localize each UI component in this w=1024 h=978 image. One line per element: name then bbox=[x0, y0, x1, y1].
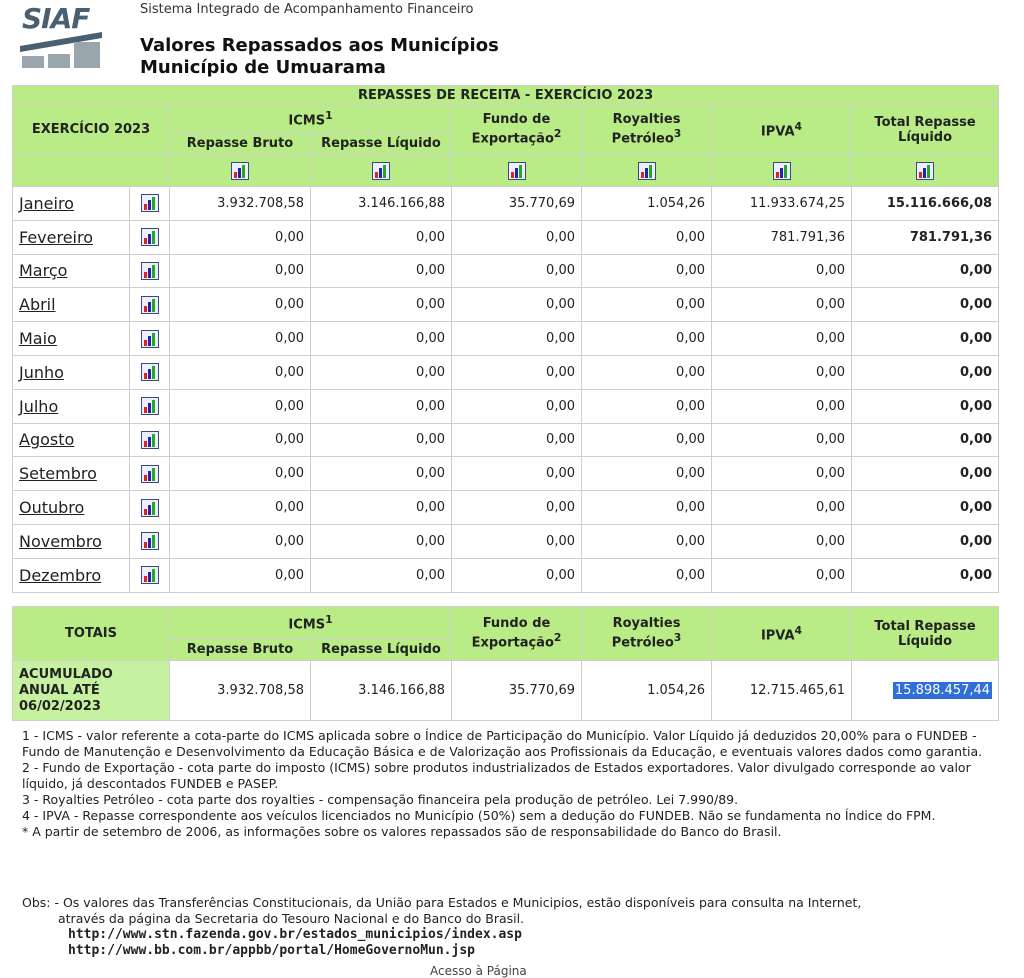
cell-total: 0,00 bbox=[852, 322, 999, 356]
totals-icms-header: ICMS$^1$ bbox=[170, 607, 452, 639]
cell-ipva: 781.791,36 bbox=[712, 220, 852, 254]
cell-bruto: 3.932.708,58 bbox=[170, 187, 311, 221]
month-link[interactable]: Fevereiro bbox=[19, 227, 94, 247]
cell-ipva: 0,00 bbox=[712, 389, 852, 423]
total-bruto: 3.932.708,58 bbox=[170, 661, 311, 721]
footnote-1: 1 - ICMS - valor referente a cota-parte do ICMS aplicada sobre o Índice de Participação do Município. Valor Líquido já deduzidos 20,00% para o FUNDEB - Fundo de Manutenção e Desenvolvimento da Educação Básica e de Valorização aos Profissionais da Educação, e eventuais valores dados como garantia. bbox=[22, 728, 983, 759]
cell-ipva: 0,00 bbox=[712, 423, 852, 457]
revenue-table bbox=[12, 85, 999, 593]
cell-total: 0,00 bbox=[852, 355, 999, 389]
cell-liquido: 0,00 bbox=[311, 491, 452, 525]
cell-bruto: 0,00 bbox=[170, 288, 311, 322]
totals-total-header: Total Repasse Líquido bbox=[852, 607, 999, 661]
cell-fundo: 0,00 bbox=[452, 524, 582, 558]
cell-fundo: 35.770,69 bbox=[452, 187, 582, 221]
table-row bbox=[13, 423, 999, 457]
cell-royalties: 0,00 bbox=[582, 491, 712, 525]
cell-liquido: 3.146.166,88 bbox=[311, 187, 452, 221]
month-link[interactable]: Agosto bbox=[19, 430, 75, 450]
obs-text-1: Obs: - Os valores das Transferências Constitucionais, da União para Estados e Municipios, estão disponíveis para consulta na Internet, bbox=[22, 895, 862, 910]
repasse-liquido-header: Repasse Líquido bbox=[311, 133, 452, 155]
cell-fundo: 0,00 bbox=[452, 254, 582, 288]
table-row bbox=[13, 187, 999, 221]
system-name: Sistema Integrado de Acompanhamento Financeiro bbox=[140, 2, 474, 17]
cell-ipva: 0,00 bbox=[712, 254, 852, 288]
total-header: Total Repasse Líquido bbox=[852, 105, 999, 155]
total-royalties: 1.054,26 bbox=[582, 661, 712, 721]
cell-total: 0,00 bbox=[852, 457, 999, 491]
chart-icon-month[interactable] bbox=[141, 228, 159, 246]
cell-royalties: 0,00 bbox=[582, 558, 712, 592]
cell-ipva: 0,00 bbox=[712, 491, 852, 525]
cell-bruto: 0,00 bbox=[170, 220, 311, 254]
chart-icon-month[interactable] bbox=[141, 194, 159, 212]
cell-fundo: 0,00 bbox=[452, 389, 582, 423]
totals-label: TOTAIS bbox=[13, 607, 170, 661]
cell-royalties: 0,00 bbox=[582, 524, 712, 558]
cell-liquido: 0,00 bbox=[311, 457, 452, 491]
table-caption: REPASSES DE RECEITA - EXERCÍCIO 2023 bbox=[13, 86, 999, 105]
month-link[interactable]: Dezembro bbox=[19, 565, 102, 585]
chart-icon-month[interactable] bbox=[141, 397, 159, 415]
page-title: Valores Repassados aos Municípios bbox=[140, 35, 499, 56]
table-row bbox=[13, 457, 999, 491]
cell-fundo: 0,00 bbox=[452, 220, 582, 254]
fundo-header: Fundo de Exportação$^2$ bbox=[452, 105, 582, 155]
footnote-3: 3 - Royalties Petróleo - cota parte dos royalties - compensação financeira pela produção de petróleo. Lei 7.990/89. bbox=[22, 792, 739, 807]
chart-icon-month[interactable] bbox=[141, 465, 159, 483]
siaf-logo-graphic bbox=[18, 2, 106, 70]
cell-bruto: 0,00 bbox=[170, 457, 311, 491]
obs-text-2: através da página da Secretaria do Tesouro Nacional e do Banco do Brasil. bbox=[58, 911, 525, 926]
cell-royalties: 0,00 bbox=[582, 322, 712, 356]
cell-liquido: 0,00 bbox=[311, 355, 452, 389]
chart-icon-ipva[interactable] bbox=[773, 162, 791, 180]
cell-royalties: 0,00 bbox=[582, 457, 712, 491]
chart-icon-month[interactable] bbox=[141, 566, 159, 584]
chart-icon-month[interactable] bbox=[141, 262, 159, 280]
totals-bruto-header: Repasse Bruto bbox=[170, 639, 311, 661]
chart-icon-month[interactable] bbox=[141, 330, 159, 348]
cell-total: 0,00 bbox=[852, 524, 999, 558]
cell-fundo: 0,00 bbox=[452, 322, 582, 356]
cell-total: 15.116.666,08 bbox=[852, 187, 999, 221]
royalties-header: Royalties Petróleo$^3$ bbox=[582, 105, 712, 155]
cell-bruto: 0,00 bbox=[170, 491, 311, 525]
table-row bbox=[13, 220, 999, 254]
cell-royalties: 0,00 bbox=[582, 355, 712, 389]
observations bbox=[22, 895, 992, 959]
cell-bruto: 0,00 bbox=[170, 389, 311, 423]
cell-liquido: 0,00 bbox=[311, 558, 452, 592]
totals-fundo-header: Fundo de Exportação$^2$ bbox=[452, 607, 582, 661]
chart-icons-row bbox=[13, 155, 999, 187]
cell-total: 0,00 bbox=[852, 423, 999, 457]
footer-fragment[interactable]: Acesso à Página bbox=[430, 964, 527, 978]
cell-bruto: 0,00 bbox=[170, 355, 311, 389]
table-row bbox=[13, 254, 999, 288]
cell-fundo: 0,00 bbox=[452, 457, 582, 491]
chart-icon-month[interactable] bbox=[141, 499, 159, 517]
cell-total: 0,00 bbox=[852, 558, 999, 592]
cell-fundo: 0,00 bbox=[452, 355, 582, 389]
cell-liquido: 0,00 bbox=[311, 524, 452, 558]
cell-royalties: 0,00 bbox=[582, 423, 712, 457]
total-liquido: 3.146.166,88 bbox=[311, 661, 452, 721]
caption-row bbox=[13, 86, 999, 105]
cell-fundo: 0,00 bbox=[452, 491, 582, 525]
cell-bruto: 0,00 bbox=[170, 254, 311, 288]
table-row bbox=[13, 288, 999, 322]
cell-total: 781.791,36 bbox=[852, 220, 999, 254]
chart-icon-royalties[interactable] bbox=[638, 162, 656, 180]
grand-total: 15.898.457,44 bbox=[894, 683, 991, 698]
accumulated-row bbox=[13, 661, 999, 721]
table-row bbox=[13, 491, 999, 525]
siaf-logo bbox=[18, 2, 106, 70]
totals-table bbox=[12, 606, 999, 721]
cell-liquido: 0,00 bbox=[311, 389, 452, 423]
year-header: EXERCÍCIO 2023 bbox=[13, 105, 170, 155]
cell-fundo: 0,00 bbox=[452, 288, 582, 322]
cell-royalties: 0,00 bbox=[582, 220, 712, 254]
page-header bbox=[0, 0, 1024, 84]
cell-ipva: 0,00 bbox=[712, 558, 852, 592]
month-link[interactable]: Setembro bbox=[19, 464, 97, 484]
cell-total: 0,00 bbox=[852, 254, 999, 288]
cell-ipva: 0,00 bbox=[712, 322, 852, 356]
month-link[interactable]: Maio bbox=[19, 329, 57, 349]
cell-royalties: 0,00 bbox=[582, 288, 712, 322]
month-link[interactable]: Julho bbox=[19, 396, 59, 416]
total-ipva: 12.715.465,61 bbox=[712, 661, 852, 721]
month-link[interactable]: Março bbox=[19, 261, 68, 281]
chart-icon-month[interactable] bbox=[141, 532, 159, 550]
chart-icon-liquido[interactable] bbox=[372, 162, 390, 180]
cell-fundo: 0,00 bbox=[452, 423, 582, 457]
ipva-header: IPVA$^4$ bbox=[712, 105, 852, 155]
footnotes bbox=[22, 728, 992, 840]
cell-liquido: 0,00 bbox=[311, 322, 452, 356]
footnote-4: 4 - IPVA - Repasse correspondente aos veículos licenciados no Município (50%) sem a dedução do FUNDEB. Não se fundamenta no Índice do FPM. bbox=[22, 808, 936, 823]
total-fundo: 35.770,69 bbox=[452, 661, 582, 721]
cell-ipva: 11.933.674,25 bbox=[712, 187, 852, 221]
cell-liquido: 0,00 bbox=[311, 288, 452, 322]
cell-bruto: 0,00 bbox=[170, 322, 311, 356]
month-link[interactable]: Novembro bbox=[19, 531, 102, 551]
link-stn[interactable]: http://www.stn.fazenda.gov.br/estados_municipios/index.asp bbox=[68, 927, 522, 942]
cell-royalties: 0,00 bbox=[582, 389, 712, 423]
chart-icon-bruto[interactable] bbox=[231, 162, 249, 180]
siaf-logo-text: SIAF bbox=[22, 2, 90, 35]
link-bb[interactable]: http://www.bb.com.br/appbb/portal/HomeGovernoMun.jsp bbox=[68, 943, 475, 958]
icms-header: ICMS$^1$ bbox=[170, 105, 452, 133]
cell-ipva: 0,00 bbox=[712, 524, 852, 558]
cell-bruto: 0,00 bbox=[170, 423, 311, 457]
table-row bbox=[13, 389, 999, 423]
month-link[interactable]: Janeiro bbox=[19, 193, 74, 213]
cell-ipva: 0,00 bbox=[712, 288, 852, 322]
chart-icon-month[interactable] bbox=[141, 431, 159, 449]
chart-icon-fundo[interactable] bbox=[508, 162, 526, 180]
cell-fundo: 0,00 bbox=[452, 558, 582, 592]
cell-liquido: 0,00 bbox=[311, 220, 452, 254]
cell-bruto: 0,00 bbox=[170, 524, 311, 558]
table-row bbox=[13, 558, 999, 592]
chart-icon-month[interactable] bbox=[141, 363, 159, 381]
totals-ipva-header: IPVA$^4$ bbox=[712, 607, 852, 661]
table-row bbox=[13, 322, 999, 356]
totals-liquido-header: Repasse Líquido bbox=[311, 639, 452, 661]
cell-total: 0,00 bbox=[852, 389, 999, 423]
table-row bbox=[13, 355, 999, 389]
cell-royalties: 1.054,26 bbox=[582, 187, 712, 221]
footnote-2: 2 - Fundo de Exportação - cota parte do imposto (ICMS) sobre produtos industrializados de Estados exportadores. Valor divulgado corresponde ao valor líquido, já descontados FUNDEB e PASEP. bbox=[22, 760, 971, 791]
footnote-5: * A partir de setembro de 2006, as informações sobre os valores repassados são de responsabilidade do Banco do Brasil. bbox=[22, 824, 782, 839]
cell-ipva: 0,00 bbox=[712, 457, 852, 491]
header-row-1 bbox=[13, 105, 999, 133]
cell-total: 0,00 bbox=[852, 491, 999, 525]
accumulated-label: ACUMULADO ANUAL ATÉ 06/02/2023 bbox=[13, 661, 170, 721]
cell-total: 0,00 bbox=[852, 288, 999, 322]
month-link[interactable]: Outubro bbox=[19, 498, 85, 518]
repasse-bruto-header: Repasse Bruto bbox=[170, 133, 311, 155]
totals-royalties-header: Royalties Petróleo$^3$ bbox=[582, 607, 712, 661]
cell-bruto: 0,00 bbox=[170, 558, 311, 592]
chart-icon-total[interactable] bbox=[916, 162, 934, 180]
chart-icon-month[interactable] bbox=[141, 296, 159, 314]
table-row bbox=[13, 524, 999, 558]
cell-ipva: 0,00 bbox=[712, 355, 852, 389]
month-link[interactable]: Junho bbox=[19, 362, 64, 382]
totals-header-row-1 bbox=[13, 607, 999, 639]
month-link[interactable]: Abril bbox=[19, 295, 56, 315]
cell-royalties: 0,00 bbox=[582, 254, 712, 288]
municipality-name: Município de Umuarama bbox=[140, 57, 386, 78]
cell-liquido: 0,00 bbox=[311, 254, 452, 288]
cell-liquido: 0,00 bbox=[311, 423, 452, 457]
